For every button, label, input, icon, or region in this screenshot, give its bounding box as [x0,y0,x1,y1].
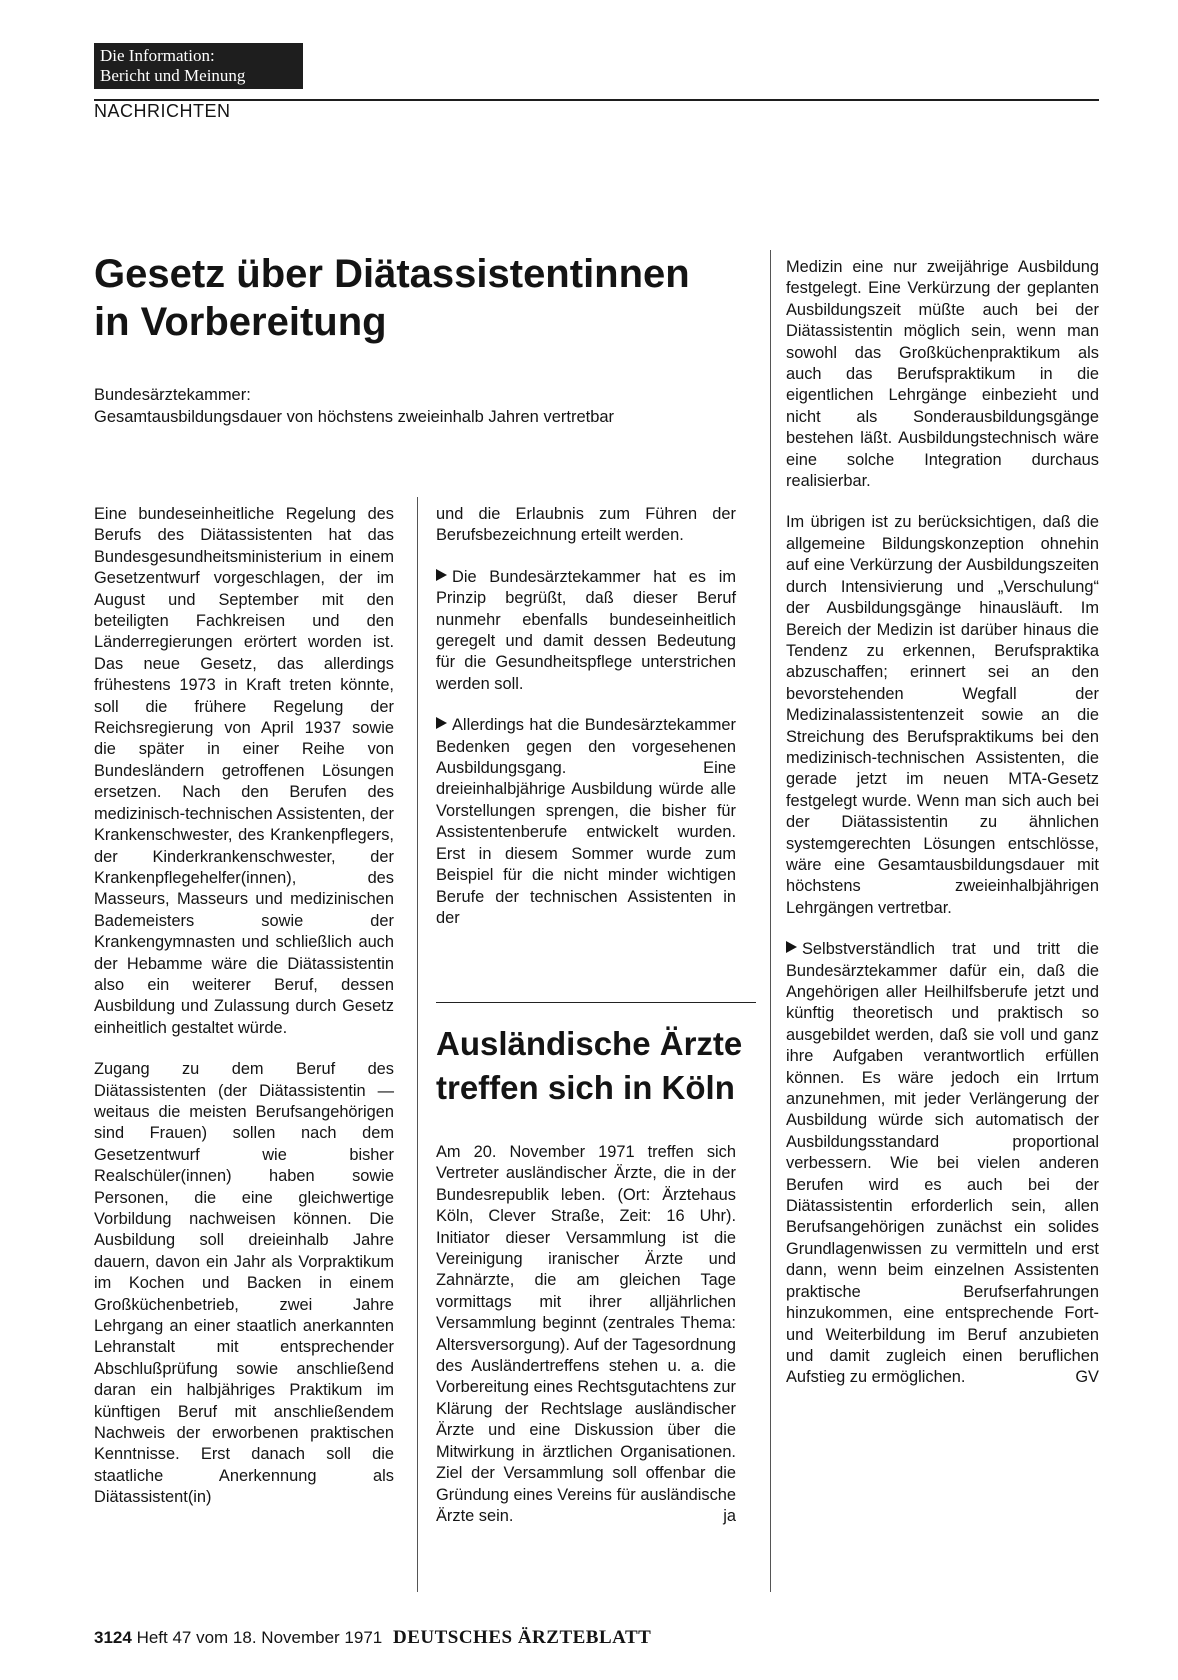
second-article-body [436,1142,736,1547]
paragraph: und die Erlaubnis zum Führen der Berufsbezeichnung erteilt werden. [436,505,736,545]
paragraph-text: Die Bundesärztekammer hat es im Prinzip begrüßt, daß dieser Beruf nunmehr ebenfalls bundeseinheitlich geregelt und damit dessen Bedeutung für die Gesundheitspflege unterstrichen werden soll. [436,567,736,693]
header-rule [94,99,1099,101]
paragraph: Medizin eine nur zweijährige Ausbildung festgelegt. Eine Verkürzung der geplanten Ausbildungszeit müßte auch bei der Diätassistentin möglich sein, wenn man sowohl das Großküchenpraktikum als auch das Berufspraktikum in die eigentlichen Lehrgänge einbezieht und nicht als Sonderausbildungsgänge bestehen läßt. Ausbildungstechnisch wäre eine solche Integration durchaus realisierbar. [786,258,1099,491]
author-signature: GV [1075,1368,1099,1387]
second-headline-line-1: Ausländische Ärzte [436,1025,743,1062]
paragraph: Eine bundeseinheitliche Regelung des Berufs des Diätassistenten hat das Bundesgesundheitsministerium in einem Gesetzentwurf vorgeschlagen, der im August und September mit den beteiligten Fachkreisen und den Länderregierungen erörtert worden ist. Das neue Gesetz, das allerdings frühestens 1973 in Kraft treten könnte, soll die frühere Regelung der Reichsregierung von April 1937 sowie die später in einer Reihe von Bundesländern getroffenen Lösungen ersetzen. Nach den Berufen des medizinisch-technischen Assistenten, der Krankenschwester, des Krankenpflegers, der Kinderkrankenschwester, der Krankenpflegehelfer(innen), des Masseurs, Masseurs und medizinischen Bademeisters sowie der Krankengymnasten und schließlich auch der Hebamme wäre die Diätassistentin also ein weiterer Beruf, dessen Ausbildung und Zulassung durch Gesetz einheitlich gestaltet würde. [94,505,394,1037]
paragraph: Im übrigen ist zu berücksichtigen, daß die allgemeine Bildungskonzeption ohnehin auf eine Verkürzung der Ausbildungszeiten durch Intensivierung und „Verschulung“ der Ausbildungsgänge hinausläuft. Im Bereich der Medizin ist darüber hinaus die Tendenz zu erkennen, Berufspraktika abzuschaffen; erinnert sei an den bevorstehenden Wegfall der Medizinalassistentenzeit sowie an die Streichung des Berufspraktikums bei den medizinisch-technischen Assistenten, die gerade jetzt im neuen MTA-Gesetz festgelegt wurde. Wenn man sich auch bei der Diätassistentin zu ähnlichen systemgerechten Lösungen entschlösse, wäre eine Gesamtausbildungsdauer mit höchstens zweieinhalbjährigen Lehrgängen vertretbar. [786,513,1099,917]
triangle-bullet-icon [786,941,797,953]
second-headline-line-2: treffen sich in Köln [436,1069,735,1106]
bullet-paragraph [436,567,736,695]
headline-line-2: in Vorbereitung [94,300,387,344]
author-signature: ja [723,1506,736,1525]
text-column-3 [786,257,1099,1409]
triangle-bullet-icon [436,717,447,729]
bullet-paragraph [786,939,1099,1389]
triangle-bullet-icon [436,569,447,581]
paragraph [436,1142,736,1527]
second-article-headline [436,1022,756,1110]
paragraph-text: Allerdings hat die Bundesärztekammer Bedenken gegen den vorgesehenen Ausbildungsgang. Eine dreieinhalbjährige Ausbildung würde alle Vorstellungen sprengen, die bisher für Assistentenberufe entwickelt wurden. Erst in diesem Sommer wurde zum Beispiel für die nicht minder wichtigen Berufe der technischen Assistenten in der [436,716,736,927]
paragraph-text: Selbstverständlich trat und tritt die Bundesärztekammer dafür ein, daß die Angehörigen aller Heilhilfsberufe jetzt und künftig theoretisch und praktisch so ausgebildet werden, daß sie voll und ganz ihre Aufgaben verantwortlich erfüllen können. Es wäre jedoch ein Irrtum anzunehmen, mit jeder Verlängerung der Ausbildung würde sich automatisch der Ausbildungsstandard proportional verbessern. Wie bei vielen anderen Berufen wird es auch bei der Diätassistentin erforderlich sein, allen Berufsangehörigen zunächst ein solides Grundlagenwissen zu vermitteln und erst dann, wenn beim einzelnen Assistenten praktische Berufserfahrungen hinzukommen, eine entsprechende Fort- und Weiterbildung im Beruf anzubieten und damit zugleich einen beruflichen Aufstieg zu ermöglichen. [786,940,1099,1387]
column-divider-2 [770,250,771,1592]
subheadline-line-1: Bundesärztekammer: [94,386,251,404]
paragraph-text: Am 20. November 1971 treffen sich Vertreter ausländischer Ärzte, die in der Bundesrepublik leben. (Ort: Ärztehaus Köln, Clever Straße, Zeit: 16 Uhr). Initiator dieser Versammlung ist die Vereinigung iranischer Ärzte und Zahnärzte, die am gleichen Tage vormittags mit ihrer alljährlichen Versammlung beginnt (zentrales Thema: Altersversorgung). Auf der Tagesordnung des Ausländertreffens stehen u. a. die Vorbereitung eines Rechtsgutachtens zur Klärung der Rechtslage ausländischer Ärzte und eine Diskussion über die Mitwirkung in ärztlichen Organisationen. Ziel der Versammlung soll offenbar die Gründung eines Vereins für ausländische Ärzte sein. [436,1143,736,1525]
section-badge [94,43,303,89]
badge-line-2: Bericht und Meinung [100,66,246,85]
bullet-paragraph [436,715,736,929]
paragraph: Zugang zu dem Beruf des Diätassistenten (der Diätassistentin — weitaus die meisten Berufsangehörigen sind Frauen) sollen nach dem Gesetzentwurf wie bisher Realschüler(innen) haben sowie Personen, die eine gleichwertige Vorbildung nachweisen können. Die Ausbildung soll dreieinhalb Jahre dauern, davon ein Jahr als Vorpraktikum im Kochen und Backen in einem Großküchenbetrieb, zwei Jahre Lehrgang an einer staatlich anerkannten Lehranstalt mit entsprechender Abschlußprüfung sowie anschließend daran ein halbjähriges Praktikum im künftigen Beruf mit anschließendem Nachweis der erworbenen praktischen Kenntnisse. Erst danach soll die staatliche Anerkennung als Diätassistent(in) [94,1060,394,1507]
section-label: NACHRICHTEN [94,101,231,121]
text-column-2 [436,504,736,949]
text-column-1 [94,504,394,1529]
article-subheadline [94,384,774,428]
headline-line-1: Gesetz über Diätassistentinnen [94,252,690,296]
article-headline [94,250,754,346]
article-separator [436,1002,756,1003]
subheadline-line-2: Gesamtausbildungsdauer von höchstens zweieinhalb Jahren vertretbar [94,408,615,426]
journal-name: DEUTSCHES ÄRZTEBLATT [392,1627,652,1648]
page-footer [94,1627,651,1649]
column-divider-1 [417,497,418,1592]
issue-info: Heft 47 vom 18. November 1971 [136,1628,383,1647]
badge-line-1: Die Information: [100,46,215,65]
page-number: 3124 [94,1628,132,1647]
